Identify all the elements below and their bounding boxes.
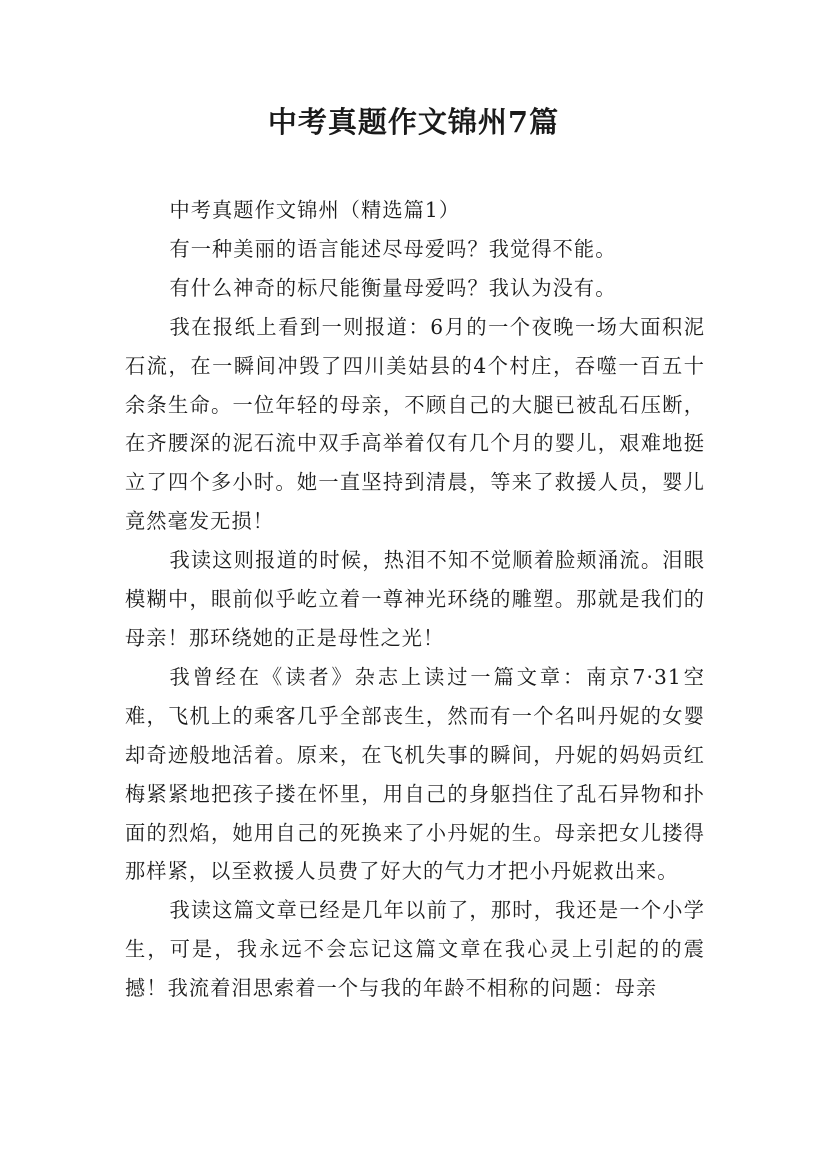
paragraph: 我曾经在《读者》杂志上读过一篇文章：南京7·31空难，飞机上的乘客几乎全部丧生，然而有一个名叫丹妮的女婴却奇迹般地活着。原来，在飞机失事的瞬间，丹妮的妈妈贡红梅紧紧地把孩子搂在怀里，用自己的身躯挡住了乱石异物和扑面的烈焰，她用自己的死换来了小丹妮的生。母亲把女儿搂得那样紧，以至救援人员费了好大的气力才把小丹妮救出来。 [125, 664, 705, 884]
paragraph-heading: 中考真题作文锦州（精选篇1） [169, 198, 461, 222]
paragraph: 我读这篇文章已经是几年以前了，那时，我还是一个小学生，可是，我永远不会忘记这篇文章在我心灵上引起的的震撼！我流着泪思索着一个与我的年龄不相称的问题：母亲 [125, 898, 705, 1001]
document-title: 中考真题作文锦州7篇 [267, 105, 560, 139]
document-body [125, 191, 705, 1008]
paragraph: 有什么神奇的标尺能衡量母爱吗？我认为没有。 [169, 275, 617, 300]
paragraph: 我在报纸上看到一则报道：6月的一个夜晚一场大面积泥石流，在一瞬间冲毁了四川美姑县的4个村庄，吞噬一百五十余条生命。一位年轻的母亲，不顾自己的大腿已被乱石压断，在齐腰深的泥石流中双手高举着仅有几个月的婴儿，艰难地挺立了四个多小时。她一直坚持到清晨，等来了救援人员，婴儿竟然毫发无损！ [125, 314, 705, 534]
paragraph: 有一种美丽的语言能述尽母爱吗？我觉得不能。 [169, 236, 617, 261]
paragraph: 我读这则报道的时候，热泪不知不觉顺着脸颊涌流。泪眼模糊中，眼前似乎屹立着一尊神光环绕的雕塑。那就是我们的母亲！那环绕她的正是母性之光！ [125, 548, 705, 650]
